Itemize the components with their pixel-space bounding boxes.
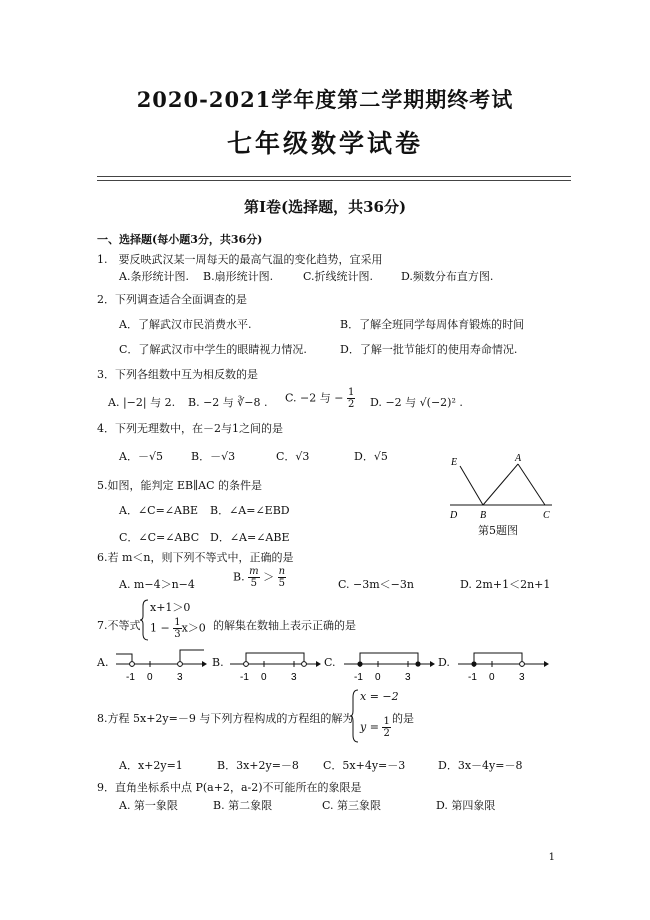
q2-option-b: B．了解全班同学每周体育锻炼的时间 bbox=[340, 318, 525, 331]
q9-option-d: D. 第四象限 bbox=[436, 799, 496, 812]
q5-figure-caption: 第5题图 bbox=[478, 524, 518, 537]
q3-d-text: −2 与 √(−2)² . bbox=[385, 396, 463, 409]
q4-option-b: B．－√3 bbox=[191, 450, 236, 463]
svg-text:3: 3 bbox=[291, 672, 297, 683]
q2-option-d: D．了解一批节能灯的使用寿命情况. bbox=[340, 343, 518, 356]
q2-option-c: C．了解武汉市中学生的眼睛视力情况. bbox=[119, 343, 307, 356]
q4-stem: 4．下列无理数中，在－2与1之间的是 bbox=[97, 422, 283, 435]
segment-eb bbox=[460, 466, 483, 505]
q5-option-d: D．∠A=∠ABE bbox=[210, 531, 290, 544]
svg-text:0: 0 bbox=[147, 672, 153, 683]
q8-option-c: C．5x+4y=－3 bbox=[323, 759, 406, 772]
label-d: D bbox=[450, 510, 458, 521]
q3-a-text: |−2| 与 2. bbox=[122, 396, 176, 409]
q7-option-b-label: B. bbox=[212, 656, 224, 669]
svg-text:-1: -1 bbox=[126, 672, 135, 683]
svg-text:-1: -1 bbox=[354, 672, 363, 683]
q6-b-gt: ＞ bbox=[263, 570, 275, 584]
svg-text:0: 0 bbox=[489, 672, 495, 683]
q3-c-fraction: $\frac{1}{2}$ bbox=[347, 387, 355, 410]
page-number: 1 bbox=[548, 852, 555, 863]
q5-option-a: A．∠C=∠ABE bbox=[119, 504, 199, 517]
svg-text:-1: -1 bbox=[240, 672, 249, 683]
q8-option-a: A．x+2y=1 bbox=[119, 759, 183, 772]
q3-b-label: B. bbox=[188, 396, 200, 409]
svg-text:3: 3 bbox=[177, 672, 183, 683]
q7-fraction: $\frac{1}{3}$ bbox=[174, 617, 181, 640]
q2-option-a: A．了解武汉市民消费水平. bbox=[119, 318, 252, 331]
q3-stem: 3．下列各组数中互为相反数的是 bbox=[97, 368, 258, 381]
q3-d-label: D. bbox=[370, 396, 382, 409]
segment-ac bbox=[518, 464, 545, 505]
q8-brace bbox=[350, 688, 360, 744]
label-c: C bbox=[543, 510, 550, 521]
q6-b-frac-m: $\frac{m}{5}$ bbox=[249, 566, 259, 589]
q3-c-text: −2 与 − bbox=[300, 391, 344, 405]
svg-text:3: 3 bbox=[405, 672, 411, 683]
svg-text:3: 3 bbox=[519, 672, 525, 683]
q8-option-b: B．3x+2y=－8 bbox=[217, 759, 299, 772]
q7-option-a-label: A. bbox=[97, 656, 109, 669]
q1-option-b: B.扇形统计图. bbox=[203, 270, 274, 283]
label-e: E bbox=[451, 457, 458, 468]
q8-stem-pre: 8.方程 5x+2y=－9 与下列方程构成的方程组的解为 bbox=[97, 712, 354, 725]
q5-stem: 5.如图，能判定 EB∥AC 的条件是 bbox=[97, 479, 263, 492]
volume-title: 第Ⅰ卷(选择题，共36分) bbox=[243, 198, 407, 216]
q7-option-d-label: D. bbox=[438, 656, 450, 669]
q3-option-b bbox=[188, 394, 268, 410]
q2-stem: 2．下列调查适合全面调查的是 bbox=[97, 293, 247, 306]
q9-option-b: B. 第二象限 bbox=[213, 799, 273, 812]
q7-numberline-a bbox=[112, 644, 207, 686]
divider-bottom bbox=[97, 180, 571, 181]
q6-b-label: B. bbox=[233, 570, 245, 584]
q7-option-c-label: C. bbox=[324, 656, 336, 669]
q9-option-c: C. 第三象限 bbox=[322, 799, 382, 812]
q3-b-text: −2 与 ∛−8 . bbox=[203, 396, 268, 409]
q9-stem: 9．直角坐标系中点 P(a+2，a-2)不可能所在的象限是 bbox=[97, 781, 362, 794]
q1-stem: 1. 要反映武汉某一周每天的最高气温的变化趋势，宜采用 bbox=[97, 253, 383, 266]
q5-option-c: C．∠C=∠ABC bbox=[119, 531, 200, 544]
q1-option-a: A.条形统计图. bbox=[119, 270, 189, 283]
q7-numberline-d bbox=[454, 644, 549, 686]
q6-option-a: A. m−4＞n−4 bbox=[119, 578, 195, 591]
q4-option-d: D．√5 bbox=[354, 450, 388, 463]
q3-option-a bbox=[108, 394, 175, 410]
q3-option-c bbox=[285, 387, 355, 410]
label-a: A bbox=[515, 453, 522, 464]
q8-fraction: $\frac{1}{2}$ bbox=[383, 716, 390, 739]
q8-equation-1: x = −2 bbox=[360, 690, 399, 703]
q9-option-a: A. 第一象限 bbox=[119, 799, 178, 812]
q6-option-c: C. −3m＜−3n bbox=[338, 578, 414, 591]
q1-option-d: D.频数分布直方图. bbox=[401, 270, 494, 283]
svg-text:0: 0 bbox=[261, 672, 267, 683]
q7-stem-post: 的解集在数轴上表示正确的是 bbox=[213, 619, 356, 632]
q8-equation-2: y = $\frac{1}{2}$ bbox=[360, 716, 390, 739]
svg-text:0: 0 bbox=[375, 672, 381, 683]
q7-inequality-1: x+1＞0 bbox=[150, 601, 191, 614]
q6-b-frac-n: $\frac{n}{5}$ bbox=[278, 566, 286, 589]
q6-option-b bbox=[233, 566, 286, 589]
q7-brace bbox=[140, 598, 150, 642]
q3-a-label: A. bbox=[108, 396, 120, 409]
q7-stem-pre: 7.不等式 bbox=[97, 619, 141, 632]
svg-text:-1: -1 bbox=[468, 672, 477, 683]
q4-option-c: C．√3 bbox=[276, 450, 310, 463]
q6-option-d: D. 2m+1＜2n+1 bbox=[460, 578, 551, 591]
section-heading: 一、选择题(每小题3分，共36分) bbox=[97, 233, 263, 246]
q8-option-d: D．3x－4y=－8 bbox=[438, 759, 523, 772]
q7-inequality-2: 1 − $\frac{1}{3}$ x＞0 bbox=[150, 617, 206, 640]
divider-top bbox=[97, 176, 571, 177]
q3-c-label: C. bbox=[285, 391, 297, 405]
q7-numberline-b bbox=[226, 644, 321, 686]
q5-figure bbox=[446, 452, 556, 522]
q6-stem: 6.若 m＜n，则下列不等式中，正确的是 bbox=[97, 551, 294, 564]
q3-option-d bbox=[370, 394, 463, 410]
exam-subtitle: 七年级数学试卷 bbox=[226, 129, 423, 158]
label-b: B bbox=[480, 510, 487, 521]
segment-ba bbox=[483, 464, 518, 505]
q1-option-c: C.折线统计图. bbox=[303, 270, 374, 283]
q4-option-a: A．－√5 bbox=[119, 450, 163, 463]
q5-option-b: B．∠A=∠EBD bbox=[210, 504, 290, 517]
exam-title: 2020-2021学年度第二学期期终考试 bbox=[136, 87, 514, 112]
q7-numberline-c bbox=[340, 644, 435, 686]
q8-stem-post: 的是 bbox=[392, 712, 414, 725]
